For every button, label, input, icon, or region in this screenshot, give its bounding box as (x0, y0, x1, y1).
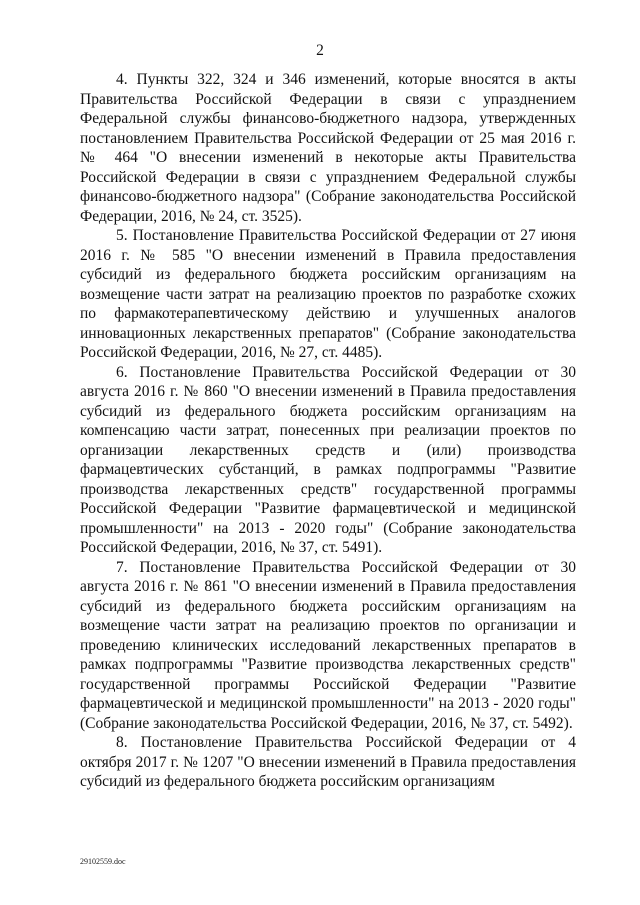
paragraph-item-8: 8. Постановление Правительства Российской Федерации от 4 октября 2017 г. № 1207 "О внесении изменений в Правила предоставления субсидий из федерального бюджета российским организациям (80, 734, 576, 790)
footer-doc-code: 29102559.doc (80, 857, 126, 866)
paragraph-item-6: 6. Постановление Правительства Российской Федерации от 30 августа 2016 г. № 860 "О внесении изменений в Правила предоставления субсидий из федерального бюджета российским организациям на компенсацию части затрат, понесенных при реализации проектов по организации лекарственных средств и (или) производства фармацевтических субстанций, в рамках подпрограммы "Развитие производства лекарственных средств" государственной программы Российской Федерации "Развитие фармацевтической и медицинской промышленности" на 2013 - 2020 годы" (Собрание законодательства Российской Федерации, 2016, № 37, ст. 5491). (80, 363, 576, 556)
page-number: 2 (316, 42, 324, 59)
paragraph-item-4: 4. Пункты 322, 324 и 346 изменений, которые вносятся в акты Правительства Российской Федерации в связи с упразднением Федеральной службы финансово-бюджетного надзора, утвержденных постановлением Правительства Российской Федерации от 25 мая 2016 г. № 464 "О внесении изменений в некоторые акты Правительства Российской Федерации в связи с упразднением Федеральной службы финансово-бюджетного надзора" (Собрание законодательства Российской Федерации, 2016, № 24, ст. 3525). (80, 71, 576, 225)
paragraph-item-5: 5. Постановление Правительства Российской Федерации от 27 июня 2016 г. № 585 "О внесении изменений в Правила предоставления субсидий из федерального бюджета российским организациям на возмещение части затрат на реализацию проектов по разработке схожих по фармакотерапевтическому действию и улучшенных аналогов инновационных лекарственных препаратов" (Собрание законодательства Российской Федерации, 2016, № 27, ст. 4485). (80, 227, 576, 361)
document-body (80, 70, 576, 792)
paragraph-item-7: 7. Постановление Правительства Российской Федерации от 30 августа 2016 г. № 861 "О внесении изменений в Правила предоставления субсидий из федерального бюджета российским организациям на возмещение части затрат на реализацию проектов по организации и проведению клинических исследований лекарственных препаратов в рамках подпрограммы "Развитие производства лекарственных средств" государственной программы Российской Федерации "Развитие фармацевтической и медицинской промышленности" на 2013 - 2020 годы" (Собрание законодательства Российской Федерации, 2016, № 37, ст. 5492). (80, 558, 576, 732)
